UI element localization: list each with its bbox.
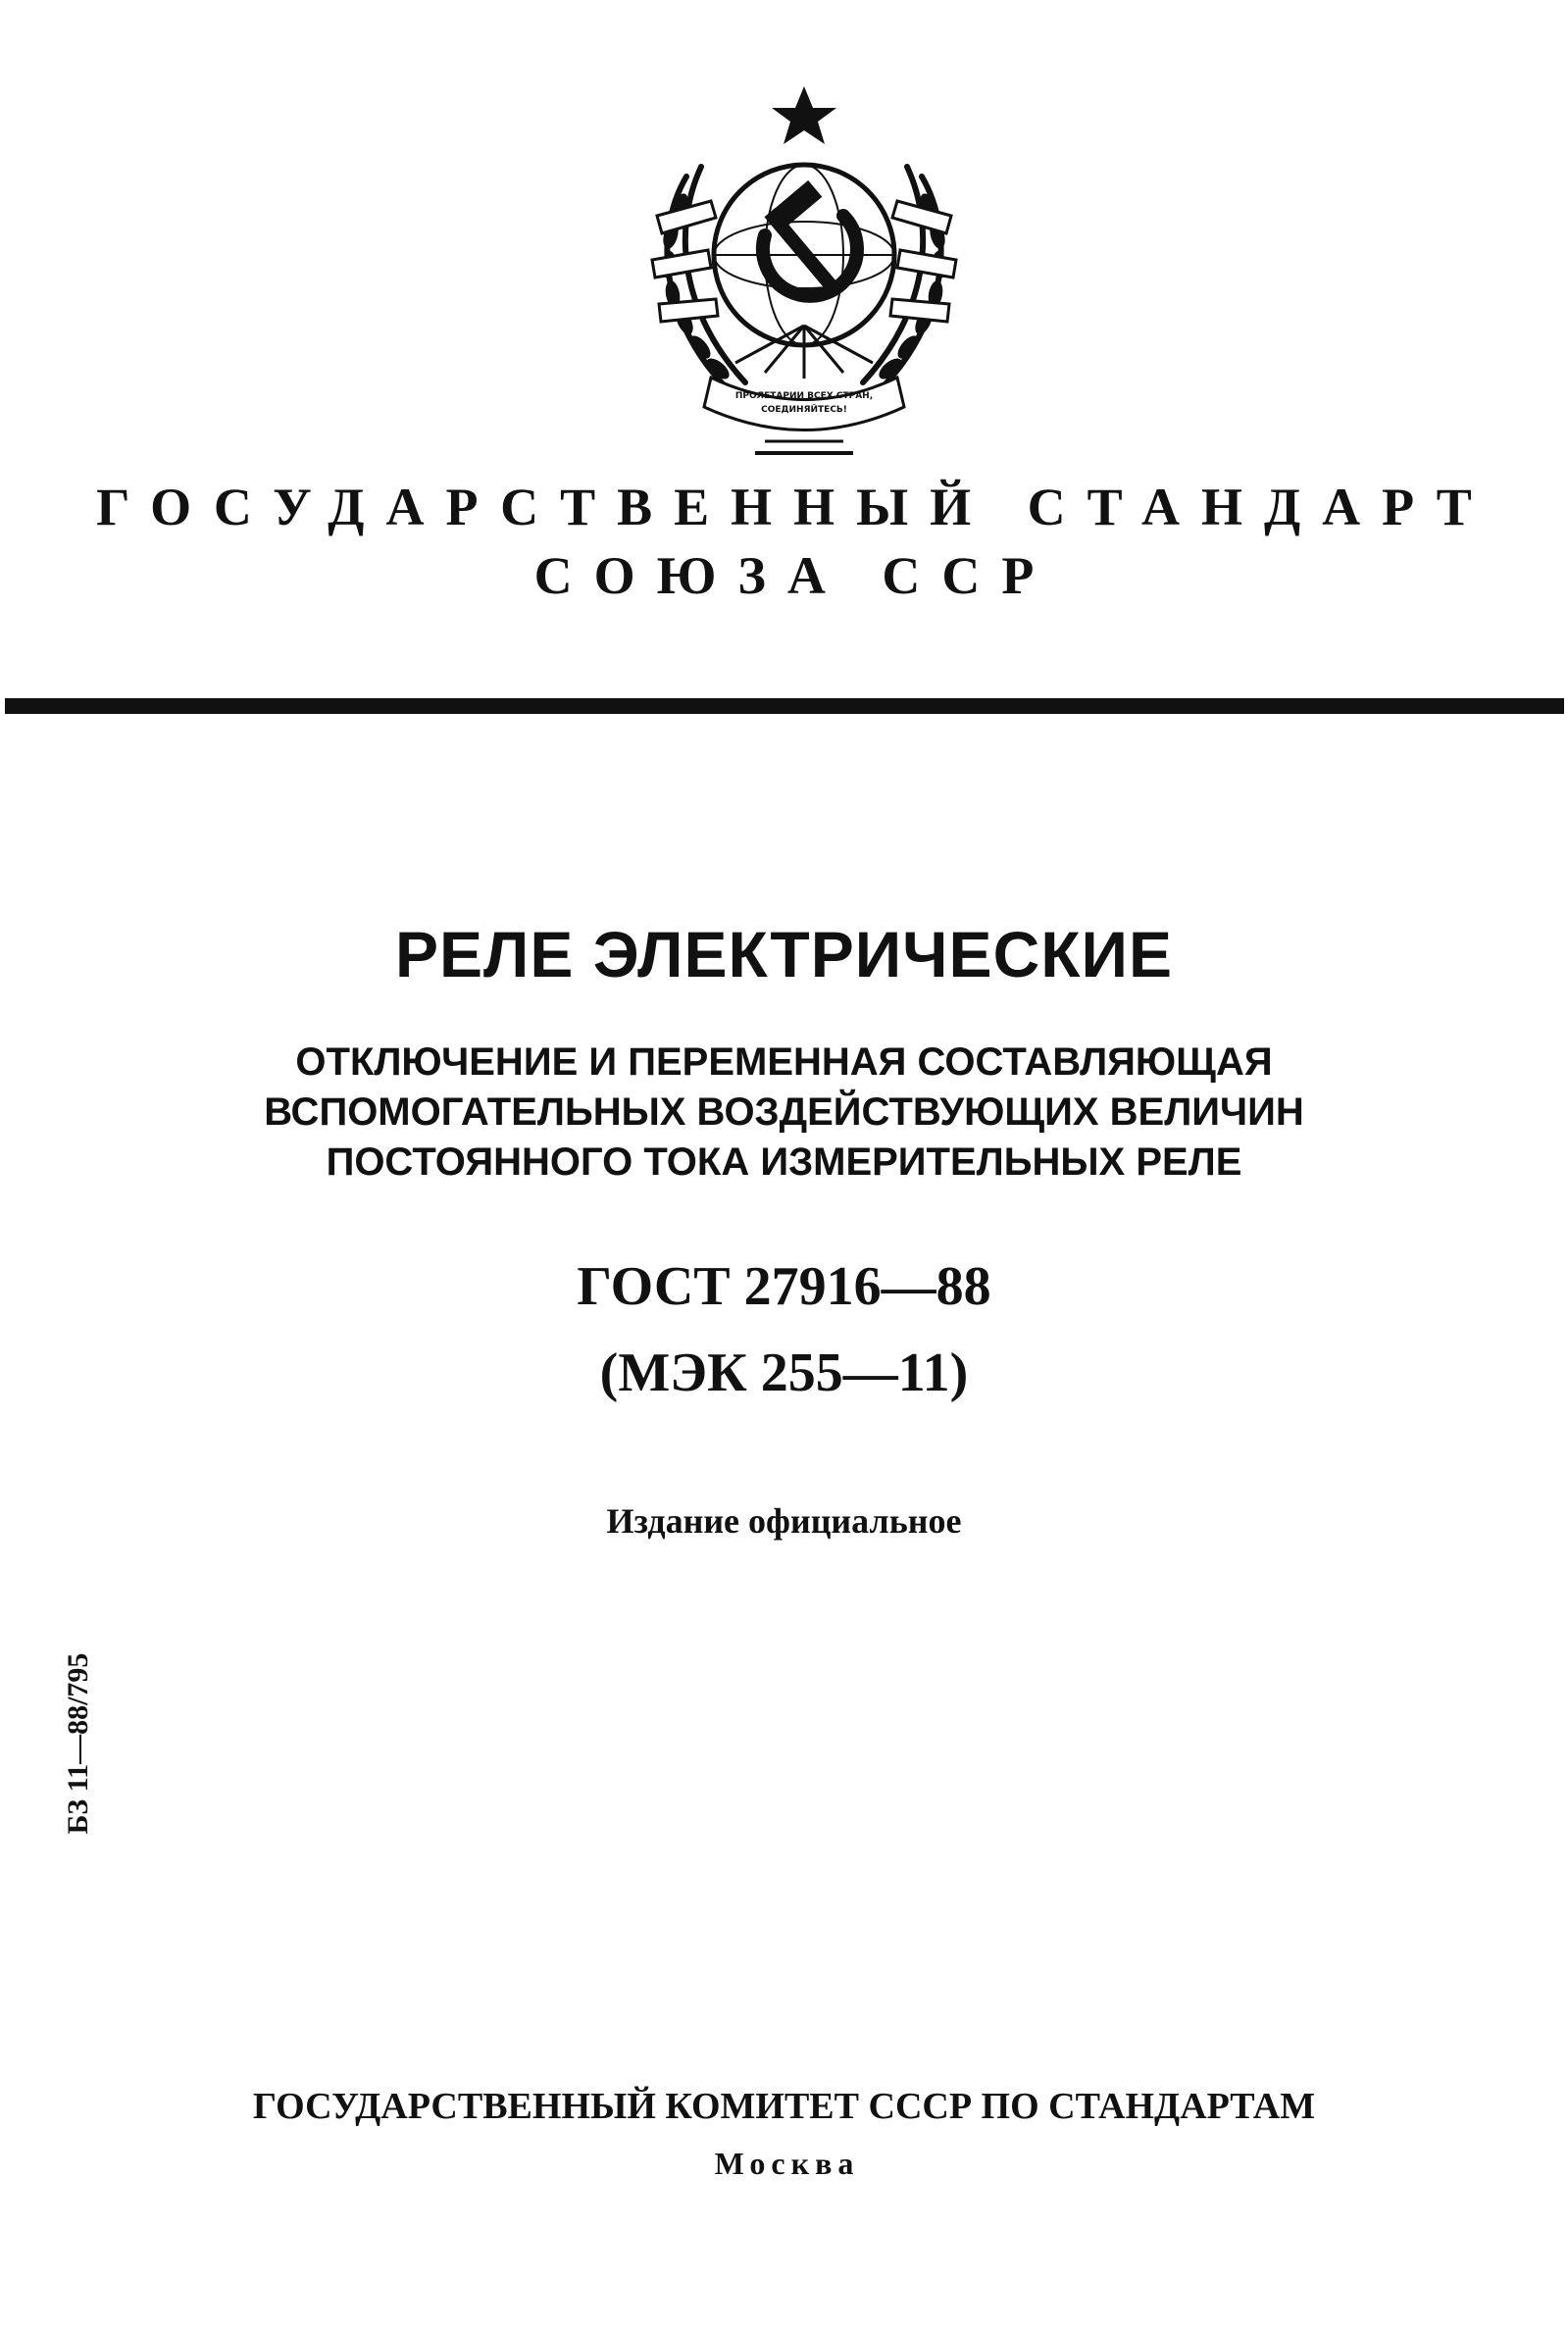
page-subtitle xyxy=(0,1038,1568,1188)
header-divider-rule xyxy=(5,698,1564,714)
subtitle-line-1: ОТКЛЮЧЕНИЕ И ПЕРЕМЕННАЯ СОСТАВЛЯЮЩАЯ xyxy=(295,1040,1273,1084)
publisher-city: Москва xyxy=(714,2146,860,2181)
ussr-state-emblem-icon xyxy=(618,69,990,461)
subtitle-line-3: ПОСТОЯННОГО ТОКА ИЗМЕРИТЕЛЬНЫХ РЕЛЕ xyxy=(326,1140,1242,1184)
emblem-ribbon-line-2: СОЕДИНЯЙТЕСЬ! xyxy=(761,405,847,415)
edition-label: Издание официальное xyxy=(606,1501,962,1541)
publisher-name: ГОСУДАРСТВЕННЫЙ КОМИТЕТ СССР ПО СТАНДАРТАМ xyxy=(252,2086,1316,2127)
emblem-ribbon-line-1: ПРОЛЕТАРИИ ВСЕХ СТРАН, xyxy=(734,391,874,401)
page-title: РЕЛЕ ЭЛЕКТРИЧЕСКИЕ xyxy=(395,918,1173,990)
side-catalog-label: БЗ 11—88/795 xyxy=(62,1652,94,1835)
standard-number: ГОСТ 27916—88 xyxy=(577,1256,991,1317)
subtitle-line-2: ВСПОМОГАТЕЛЬНЫХ ВОЗДЕЙСТВУЮЩИХ ВЕЛИЧИН xyxy=(264,1090,1304,1134)
iec-reference: (МЭК 255—11) xyxy=(599,1342,969,1403)
header-line-1: ГОСУДАРСТВЕННЫЙ СТАНДАРТ xyxy=(96,478,1493,536)
header-line-2: СОЮЗА ССР xyxy=(533,546,1056,605)
